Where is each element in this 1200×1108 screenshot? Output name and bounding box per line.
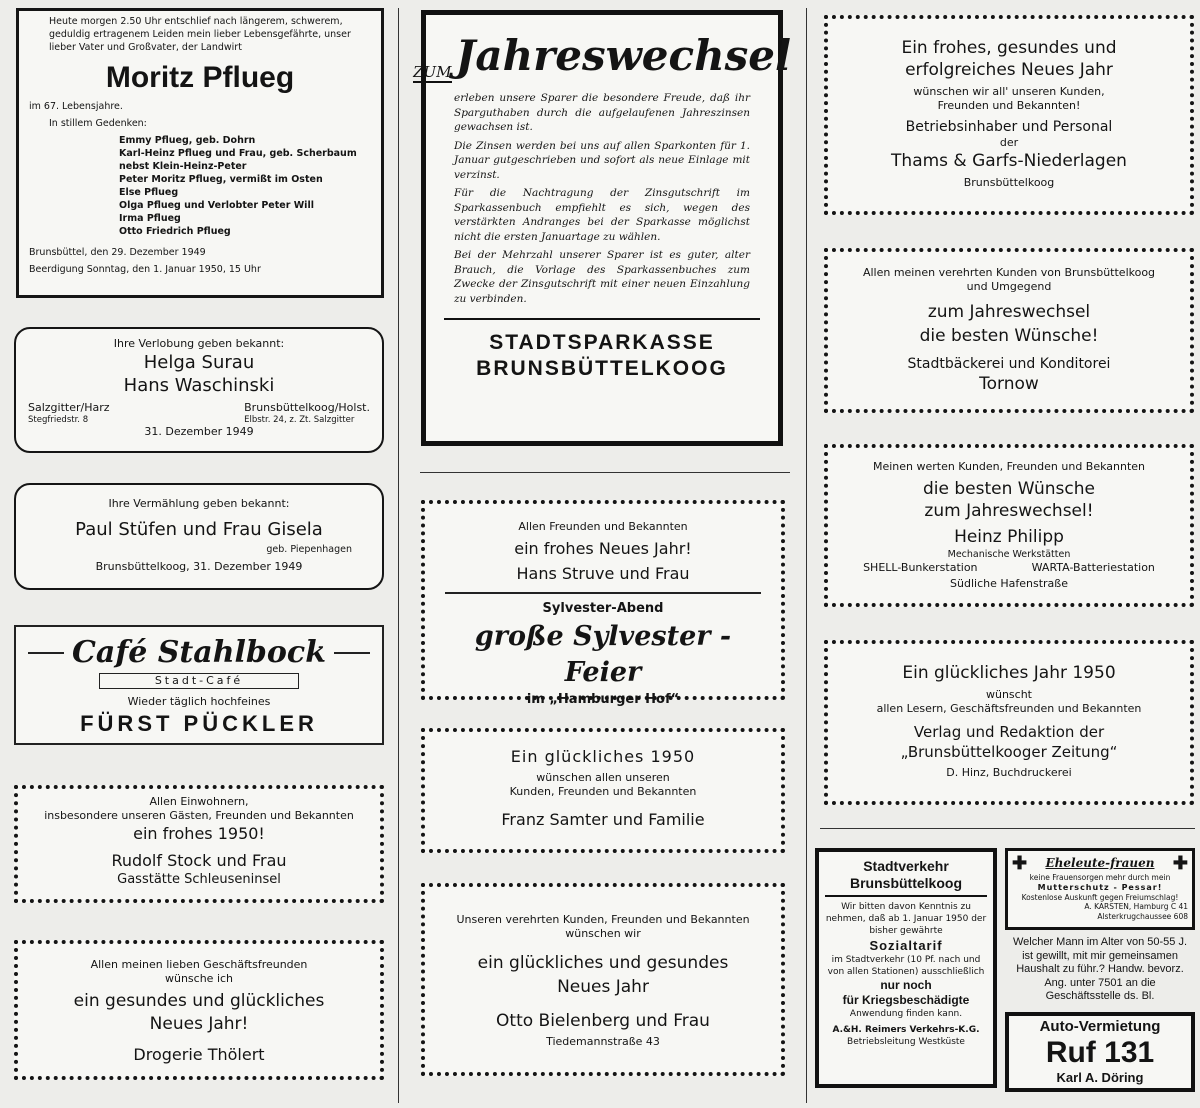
- engagement-name-1: Helga Surau: [143, 352, 255, 373]
- thams-ad: [824, 15, 1194, 215]
- bielenberg-line-2: wünschen wir: [565, 927, 641, 940]
- red-cross-icon: ✚: [1012, 853, 1028, 873]
- sparkasse-paragraph: erleben unsere Sparer die besondere Freude, daß ihr Sparguthaben durch die aufgelaufenen Jahreszinsen gewachsen ist.: [454, 92, 750, 133]
- struve-line-1: Allen Freunden und Bekannten: [518, 520, 688, 533]
- sparkasse-name-2: BRUNSBÜTTELKOOG: [476, 357, 728, 380]
- engagement-right-street: Elbstr. 24, z. Zt. Salzgitter: [244, 415, 355, 425]
- tornow-ad: [824, 248, 1194, 413]
- partner-wanted-text: Welcher Mann im Alter von 50-55 J. ist gewillt, mit mir gemeinsamen Haushalt zu führ.? Handw. bevorz. Ang. unter 7501 an die Geschäftsstelle ds. Bl.: [1012, 936, 1188, 1002]
- auto-title: Auto-Vermietung: [1039, 1018, 1161, 1035]
- sparkasse-name-1: STADTSPARKASSE: [489, 331, 715, 354]
- stadtverkehr-line-5: Anwendung finden kann.: [849, 1009, 963, 1019]
- sparkasse-zum: ZUM: [413, 63, 452, 81]
- engagement-left-street: Stegfriedstr. 8: [28, 415, 89, 425]
- eheleute-line-4: A. KARSTEN, Hamburg C 41: [1084, 902, 1188, 911]
- struve-place: im „Hamburger Hof“: [526, 692, 680, 707]
- verlag-name-1: Verlag und Redaktion der: [913, 723, 1105, 741]
- struve-wish: ein frohes Neues Jahr!: [514, 539, 692, 558]
- verlag-name-2: „Brunsbüttelkooger Zeitung“: [900, 743, 1118, 761]
- bielenberg-wish-2: Neues Jahr: [557, 977, 649, 997]
- eheleute-line-2: Mutterschutz - Pessar!: [1037, 882, 1163, 892]
- samter-ad: [421, 728, 785, 853]
- thoelert-ad: [14, 940, 384, 1080]
- philipp-wish-2: zum Jahreswechsel!: [924, 501, 1094, 521]
- auto-name: Karl A. Döring: [1056, 1070, 1144, 1085]
- samter-line-1: wünschen allen unseren: [536, 771, 670, 784]
- thams-line-3: Betriebsinhaber und Personal: [905, 119, 1113, 135]
- wedding-header: Ihre Vermählung geben bekannt:: [108, 497, 290, 510]
- stadtverkehr-line-1: Wir bitten davon Kenntnis zu nehmen, daß ab 1. Januar 1950 der bisher gewährte: [825, 902, 987, 936]
- auto-ad: [1005, 1012, 1195, 1092]
- sparkasse-text: [454, 91, 750, 306]
- stock-wish: ein frohes 1950!: [133, 824, 265, 843]
- verlag-ad: [824, 640, 1194, 805]
- stadtverkehr-line-2: im Stadtverkehr (10 Pf. nach und von allen Stationen) ausschließlich: [827, 955, 985, 977]
- obituary-funeral: Beerdigung Sonntag, den 1. Januar 1950, 15 Uhr: [29, 264, 261, 275]
- wedding-names: Paul Stüfen und Frau Gisela: [75, 519, 323, 540]
- mourner-name: Else Pflueg: [119, 187, 179, 198]
- sparkasse-heading: [413, 29, 791, 83]
- stadtverkehr-ad: [815, 848, 997, 1088]
- sparkasse-paragraph: Bei der Mehrzahl unserer Sparer ist es guter, alter Brauch, die Vorlage des Sparkassenbuches zum Zwecke der Zinsgutschrift mit einer neuen Einzahlung zu verbinden.: [454, 249, 750, 305]
- engagement-left-city: Salzgitter/Harz: [28, 401, 110, 414]
- thoelert-line-2: wünsche ich: [164, 972, 234, 985]
- philipp-wish-1: die besten Wünsche: [923, 479, 1095, 499]
- engagement-name-2: Hans Waschinski: [123, 375, 275, 396]
- mourner-name: Irma Pflueg: [119, 213, 181, 224]
- obituary-ad: [16, 8, 384, 298]
- obituary-intro: Heute morgen 2.50 Uhr entschlief nach längerem, schwerem, geduldig ertragenem Leiden mein lieber Lebensgefährte, unser lieber Vater und Großvater, der Landwirt: [49, 16, 351, 53]
- wedding-place-date: Brunsbüttelkoog, 31. Dezember 1949: [95, 560, 303, 573]
- bielenberg-street: Tiedemannstraße 43: [546, 1035, 660, 1048]
- stadtverkehr-company: A.&H. Reimers Verkehrs-K.G.: [832, 1025, 980, 1035]
- column-rule-left: [398, 8, 399, 1103]
- engagement-header: Ihre Verlobung geben bekannt:: [113, 337, 285, 350]
- struve-name: Hans Struve und Frau: [516, 564, 690, 583]
- engagement-date: 31. Dezember 1949: [144, 425, 254, 438]
- verlag-sub: D. Hinz, Buchdruckerei: [946, 766, 1072, 779]
- wedding-ad: [14, 483, 384, 590]
- eheleute-line-1: keine Frauensorgen mehr durch mein: [1029, 873, 1171, 882]
- red-cross-icon: ✚: [1172, 853, 1188, 873]
- bielenberg-wish-1: ein glückliches und gesundes: [477, 953, 729, 973]
- tornow-wish-2: die besten Wünsche!: [919, 326, 1099, 346]
- cafe-line: Wieder täglich hochfeines: [127, 695, 271, 708]
- bielenberg-name: Otto Bielenberg und Frau: [496, 1011, 710, 1031]
- thams-place: Brunsbüttelkoog: [963, 176, 1055, 189]
- obituary-mourners: [29, 134, 371, 238]
- stadtverkehr-title-1: Stadtverkehr: [863, 858, 949, 874]
- cafe-name: Café Stahlbock: [72, 635, 326, 670]
- thoelert-line-1: Allen meinen lieben Geschäftsfreunden: [90, 958, 308, 971]
- sparkasse-paragraph: Für die Nachtragung der Zinsgutschrift im Sparkassenbuch empfiehlt es sich, wegen des verstärkten Andranges bei der Sparkasse möglichst nicht die ersten Januartage zu wählen.: [454, 187, 750, 243]
- verlag-wish: Ein glückliches Jahr 1950: [902, 663, 1116, 683]
- obituary-memory: In stillem Gedenken:: [49, 118, 147, 129]
- stadtverkehr-line-3: nur noch: [880, 978, 932, 992]
- struve-ad: [421, 500, 785, 707]
- thoelert-name: Drogerie Thölert: [133, 1045, 265, 1064]
- engagement-addresses: [28, 401, 370, 425]
- philipp-shell: SHELL-Bunkerstation: [863, 561, 978, 574]
- philipp-stations: [836, 561, 1182, 575]
- stock-line-1: Allen Einwohnern,: [149, 795, 249, 808]
- stadtverkehr-line-4: für Kriegsbeschädigte: [842, 993, 970, 1007]
- stadtverkehr-sub: Betriebsleitung Westküste: [847, 1037, 965, 1047]
- auto-ruf: Ruf 131: [1045, 1036, 1155, 1069]
- cafe-product: FÜRST PÜCKLER: [80, 711, 318, 736]
- mourner-name: Karl-Heinz Pflueg und Frau, geb. Scherbaum: [119, 148, 357, 159]
- obituary-name: Moritz Pflueg: [105, 61, 295, 94]
- thoelert-wish-2: Neues Jahr!: [149, 1014, 249, 1034]
- verlag-line-2: allen Lesern, Geschäftsfreunden und Bekannten: [876, 702, 1142, 715]
- philipp-sub: Mechanische Werkstätten: [947, 549, 1071, 560]
- cafe-sub: Stadt-Café: [99, 673, 299, 689]
- mourner-name: Emmy Pflueg, geb. Dohrn: [119, 135, 256, 146]
- tornow-line-2: und Umgegend: [966, 280, 1052, 293]
- thams-line-4: der: [999, 136, 1019, 149]
- engagement-ad: [14, 327, 384, 453]
- thams-line-2: Freunden und Bekannten!: [937, 99, 1081, 112]
- cafe-ad: [14, 625, 384, 745]
- stock-place: Gasstätte Schleuseninsel: [117, 872, 281, 887]
- mourner-name: Olga Pflueg und Verlobter Peter Will: [119, 200, 314, 211]
- bielenberg-ad: [421, 883, 785, 1076]
- sparkasse-paragraph: Die Zinsen werden bei uns auf allen Sparkonten für 1. Januar gutgeschrieben und sofort als neue Einlage mit verzinst.: [454, 139, 750, 181]
- tornow-name: Tornow: [979, 374, 1039, 394]
- obituary-age: im 67. Lebensjahre.: [29, 101, 123, 112]
- tornow-line-3: Stadtbäckerei und Konditorei: [907, 356, 1111, 372]
- stock-name: Rudolf Stock und Frau: [111, 851, 287, 870]
- stadtverkehr-tarif: Sozialtarif: [869, 938, 943, 953]
- column-rule-right: [806, 8, 807, 1103]
- struve-celebration: große Sylvester - Feier: [474, 621, 732, 688]
- tornow-wish-1: zum Jahreswechsel: [927, 302, 1091, 322]
- samter-line-2: Kunden, Freunden und Bekannten: [509, 785, 697, 798]
- partner-wanted-ad: [1005, 934, 1195, 1006]
- struve-event: Sylvester-Abend: [542, 601, 664, 616]
- samter-wish: Ein glückliches 1950: [510, 747, 696, 766]
- philipp-ad: [824, 444, 1194, 607]
- sparkasse-title: Jahreswechsel: [455, 31, 791, 80]
- thams-wish-2: erfolgreiches Neues Jahr: [905, 60, 1113, 80]
- section-rule: [420, 472, 790, 473]
- stadtverkehr-title-2: Brunsbüttelkoog: [825, 875, 987, 897]
- tornow-line-1: Allen meinen verehrten Kunden von Brunsbüttelkoog: [862, 266, 1156, 279]
- mourner-name: nebst Klein-Heinz-Peter: [119, 161, 247, 172]
- stock-line-2: insbesondere unseren Gästen, Freunden und Bekannten: [44, 809, 354, 822]
- stock-ad: [14, 785, 384, 903]
- eheleute-line-3: Kostenlose Auskunft gegen Freiumschlag!: [1021, 892, 1179, 902]
- samter-name: Franz Samter und Familie: [501, 810, 705, 829]
- obituary-place-date: Brunsbüttel, den 29. Dezember 1949: [29, 247, 206, 258]
- mourner-name: Peter Moritz Pflueg, vermißt im Osten: [119, 174, 323, 185]
- eheleute-ad: [1005, 848, 1195, 930]
- thams-line-1: wünschen wir all' unseren Kunden,: [913, 85, 1105, 98]
- thams-name: Thams & Garfs-Niederlagen: [891, 151, 1127, 171]
- engagement-right-city: Brunsbüttelkoog/Holst.: [244, 401, 370, 414]
- eheleute-title: Eheleute-frauen: [1045, 856, 1155, 870]
- thoelert-wish-1: ein gesundes und glückliches: [73, 991, 325, 1011]
- sparkasse-ad: [413, 10, 791, 446]
- bielenberg-line-1: Unseren verehrten Kunden, Freunden und Bekannten: [456, 913, 750, 926]
- section-rule: [820, 828, 1195, 829]
- philipp-warta: WARTA-Batteriestation: [1031, 561, 1155, 574]
- philipp-line-1: Meinen werten Kunden, Freunden und Bekannten: [872, 460, 1146, 473]
- eheleute-line-5: Alsterkrugchaussee 608: [1097, 911, 1188, 921]
- verlag-line-1: wünscht: [985, 688, 1032, 701]
- eheleute-heading: [1012, 853, 1188, 873]
- mourner-name: Otto Friedrich Pflueg: [119, 226, 231, 237]
- philipp-street: Südliche Hafenstraße: [950, 577, 1068, 590]
- wedding-nee: geb. Piepenhagen: [266, 544, 352, 555]
- thams-wish-1: Ein frohes, gesundes und: [901, 38, 1117, 58]
- philipp-name: Heinz Philipp: [954, 527, 1064, 547]
